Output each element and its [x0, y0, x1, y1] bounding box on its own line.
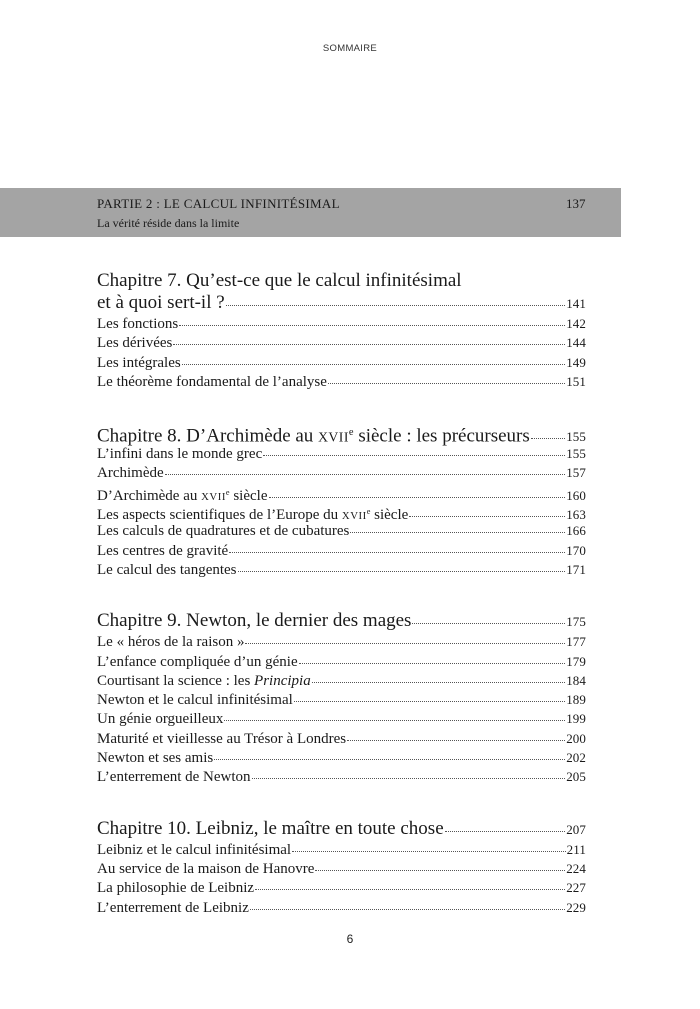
entry-label: Les intégrales	[97, 354, 181, 371]
toc-entry[interactable]	[97, 353, 586, 372]
toc-entry[interactable]	[97, 314, 586, 333]
entry-label: Le calcul des tangentes	[97, 561, 237, 578]
page-number: 144	[566, 335, 586, 351]
entry-label: Newton et ses amis	[97, 750, 214, 767]
page-number: 229	[566, 899, 586, 915]
page-number: 141	[566, 296, 586, 311]
page-number: 200	[566, 730, 586, 746]
toc-entry[interactable]	[97, 632, 586, 651]
dot-leader	[328, 383, 565, 384]
entry-label: Les fonctions	[97, 316, 179, 332]
dot-leader	[445, 831, 566, 832]
entry-label: Les calculs de quadratures et de cubatures	[97, 523, 350, 540]
chapter-title-row[interactable]	[97, 422, 586, 447]
part-subtitle: La vérité réside dans la limite	[97, 216, 240, 230]
page-number: 207	[566, 821, 586, 837]
entry-label: Au service de la maison de Hanovre	[97, 860, 315, 877]
page-number: 205	[566, 769, 586, 785]
entry-label: L’enterrement de Leibniz	[97, 899, 249, 916]
chapter-title-text: Chapitre 9. Newton, le dernier des mages	[97, 610, 412, 632]
entry-label: Leibniz et le calcul infinitésimal	[97, 841, 292, 858]
page-number: 160	[566, 487, 586, 503]
toc-entry[interactable]	[97, 729, 586, 748]
page-number: 227	[566, 880, 586, 896]
toc-entry[interactable]	[97, 748, 586, 767]
dot-leader	[245, 643, 565, 644]
entry-label: Maturité et vieillesse au Trésor à Londres	[97, 730, 347, 747]
toc-entry[interactable]	[97, 502, 586, 524]
dot-leader	[312, 682, 565, 683]
dot-leader	[182, 364, 565, 365]
dot-leader	[238, 571, 566, 572]
entry-label: Courtisant la science : les Principia	[97, 672, 311, 689]
page-number: 175	[566, 614, 586, 630]
page-number: 177	[566, 634, 586, 650]
page-number: 211	[566, 841, 586, 857]
toc-entry[interactable]	[97, 671, 586, 690]
toc-entry[interactable]	[97, 709, 586, 728]
dot-leader	[214, 759, 565, 760]
toc-entry[interactable]	[97, 560, 586, 579]
dot-leader	[299, 663, 566, 664]
page-number: 224	[566, 860, 586, 876]
toc-entry[interactable]	[97, 463, 586, 482]
entry-label: L’enfance compliquée d’un génie	[97, 653, 298, 670]
chapter-title-row[interactable]	[97, 610, 586, 632]
chapter-title-text: Chapitre 8. D’Archimède au XVIIe siècle : les précurseurs	[97, 425, 530, 447]
entry-label: Newton et le calcul infinitésimal	[97, 692, 293, 709]
dot-leader	[224, 720, 565, 721]
page-number: 171	[566, 561, 586, 577]
entry-label: Les dérivées	[97, 335, 173, 352]
toc-entry[interactable]	[97, 541, 586, 560]
dot-leader	[226, 305, 566, 306]
part-header-band	[0, 188, 621, 237]
dot-leader	[531, 438, 565, 439]
chapter-title-row[interactable]	[97, 818, 586, 840]
dot-leader	[165, 474, 566, 475]
entry-label: Les aspects scientifiques de l’Europe du XVIIe siècle	[97, 507, 409, 524]
page-number: 166	[566, 523, 586, 539]
dot-leader	[412, 623, 565, 624]
toc-entry[interactable]	[97, 690, 586, 709]
page-number: 202	[566, 750, 586, 766]
dot-leader	[255, 889, 565, 890]
dot-leader	[173, 344, 565, 345]
part-page-number: 137	[566, 196, 586, 211]
chapter-title[interactable]: Chapitre 7. Qu’est-ce que le calcul infinitésimal	[97, 270, 462, 291]
page-number: 157	[566, 465, 586, 481]
chapter-7	[97, 270, 586, 391]
toc-entry[interactable]	[97, 878, 586, 897]
running-head: SOMMAIRE	[322, 43, 378, 54]
entry-label: L’enterrement de Newton	[97, 769, 251, 786]
dot-leader	[252, 778, 566, 779]
table-of-contents	[97, 270, 586, 948]
page-number: 184	[566, 672, 586, 688]
entry-label: Un génie orgueilleux	[97, 711, 224, 728]
dot-leader	[292, 851, 566, 852]
part-title: PARTIE 2 : LE CALCUL INFINITÉSIMAL	[97, 196, 340, 211]
entry-label: Les centres de gravité	[97, 542, 229, 559]
toc-entry[interactable]	[97, 652, 586, 671]
entry-label: Le « héros de la raison »	[97, 634, 245, 651]
dot-leader	[347, 740, 565, 741]
dot-leader	[294, 701, 565, 702]
chapter-title-text: Chapitre 10. Leibniz, le maître en toute chose	[97, 817, 444, 839]
chapter-title-row[interactable]	[97, 292, 586, 314]
dot-leader	[263, 455, 565, 456]
entry-label: L’infini dans le monde grec	[97, 446, 263, 463]
chapter-title-text: et à quoi sert-il ?	[97, 292, 225, 313]
entry-label: Archimède	[97, 465, 164, 482]
page-number: 179	[566, 653, 586, 669]
page-number: 142	[566, 316, 586, 331]
page-number: 155	[566, 429, 586, 445]
dot-leader	[250, 909, 565, 910]
chapter-10	[97, 818, 586, 917]
toc-entry[interactable]	[97, 333, 586, 352]
dot-leader	[350, 532, 565, 533]
toc-entry[interactable]	[97, 521, 586, 540]
chapter-9	[97, 610, 586, 786]
page-number: 151	[566, 373, 586, 389]
toc-entry[interactable]	[97, 898, 586, 917]
toc-entry[interactable]	[97, 372, 586, 391]
dot-leader	[409, 516, 565, 517]
page-number: 189	[566, 692, 586, 708]
page-folio: 6	[346, 932, 354, 946]
page-number: 199	[566, 711, 586, 727]
toc-entry[interactable]	[97, 859, 586, 878]
toc-entry[interactable]	[97, 840, 586, 859]
page-number: 149	[566, 354, 586, 370]
chapter-8	[97, 422, 586, 579]
page-number: 170	[566, 542, 586, 558]
entry-label: La philosophie de Leibniz	[97, 880, 255, 897]
entry-label: Le théorème fondamental de l’analyse	[97, 373, 327, 390]
toc-entry[interactable]	[97, 767, 586, 786]
dot-leader	[315, 870, 565, 871]
entry-label: D’Archimède au XVIIe siècle	[97, 487, 268, 504]
dot-leader	[179, 325, 565, 326]
dot-leader	[269, 497, 566, 498]
page-number: 155	[566, 446, 586, 462]
toc-entry[interactable]	[97, 483, 586, 502]
page-number: 163	[566, 507, 586, 523]
dot-leader	[229, 552, 565, 553]
